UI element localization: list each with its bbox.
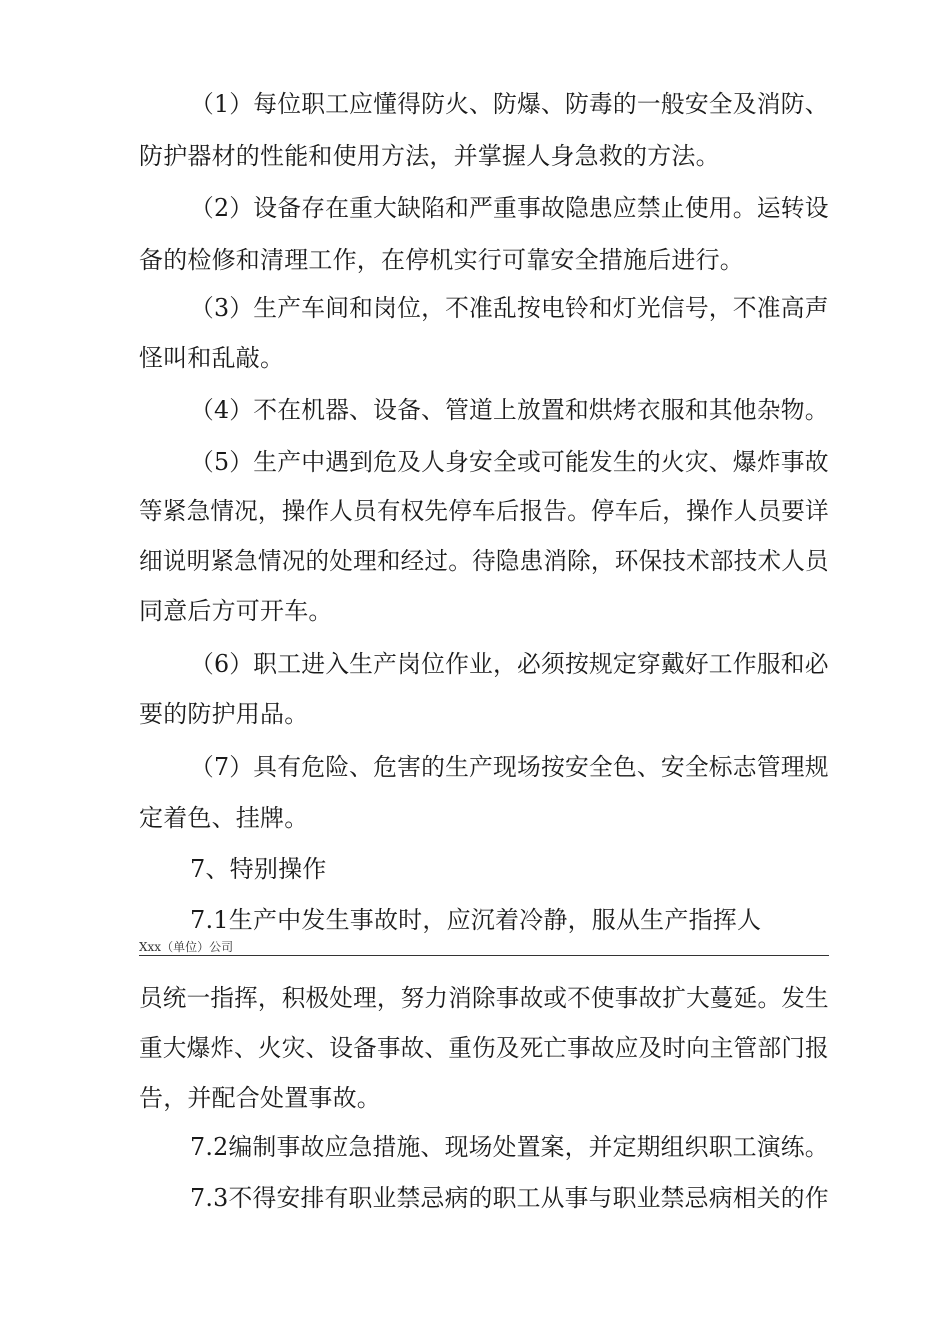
paragraph-7-2-line-1: 7.2编制事故应急措施、现场处置案，并定期组织职工演练。: [190, 1133, 829, 1161]
paragraph-3-line-1: （3）生产车间和岗位，不准乱按电铃和灯光信号，不准高声: [190, 294, 829, 322]
paragraph-5-line-3: 细说明紧急情况的处理和经过。待隐患消除，环保技术部技术人员: [139, 547, 829, 575]
paragraph-5-line-2: 等紧急情况，操作人员有权先停车后报告。停车后，操作人员要详: [139, 497, 829, 525]
paragraph-7-3-line-1: 7.3不得安排有职业禁忌病的职工从事与职业禁忌病相关的作: [190, 1184, 829, 1212]
footer-company-label: Xxx（单位）公司: [139, 940, 234, 954]
section-heading-7: 7、特别操作: [190, 855, 327, 883]
paragraph-1-line-1: （1）每位职工应懂得防火、防爆、防毒的一般安全及消防、: [190, 90, 829, 118]
paragraph-7-1-line-4: 告，并配合处置事故。: [139, 1084, 381, 1112]
paragraph-7-1-line-1: 7.1生产中发生事故时，应沉着冷静，服从生产指挥人: [190, 906, 762, 934]
paragraph-6-line-1: （6）职工进入生产岗位作业，必须按规定穿戴好工作服和必: [190, 650, 829, 678]
paragraph-7-1-line-3: 重大爆炸、火灾、设备事故、重伤及死亡事故应及时向主管部门报: [139, 1034, 829, 1062]
paragraph-1-line-2: 防护器材的性能和使用方法，并掌握人身急救的方法。: [139, 142, 720, 170]
paragraph-7-line-1: （7）具有危险、危害的生产现场按安全色、安全标志管理规: [190, 753, 829, 781]
paragraph-2-line-1: （2）设备存在重大缺陷和严重事故隐患应禁止使用。运转设: [190, 194, 829, 222]
paragraph-7-line-2: 定着色、挂牌。: [139, 804, 309, 832]
paragraph-4-line-1: （4）不在机器、设备、管道上放置和烘烤衣服和其他杂物。: [190, 396, 829, 424]
paragraph-7-1-line-2: 员统一指挥，积极处理，努力消除事故或不使事故扩大蔓延。发生: [139, 984, 829, 1012]
paragraph-5-line-4: 同意后方可开车。: [139, 597, 333, 625]
paragraph-5-line-1: （5）生产中遇到危及人身安全或可能发生的火灾、爆炸事故: [190, 448, 829, 476]
footer-divider: [139, 955, 829, 956]
paragraph-6-line-2: 要的防护用品。: [139, 700, 309, 728]
paragraph-3-line-2: 怪叫和乱敲。: [139, 344, 285, 372]
paragraph-2-line-2: 备的检修和清理工作，在停机实行可靠安全措施后进行。: [139, 246, 744, 274]
